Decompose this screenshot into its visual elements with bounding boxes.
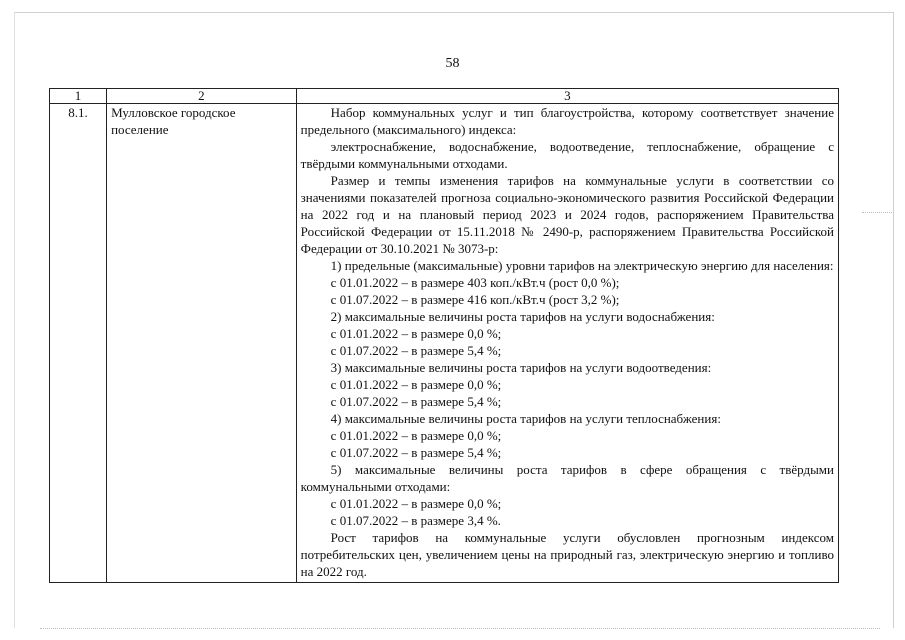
column-header-1: 1 xyxy=(50,89,107,104)
scan-noise-bottom xyxy=(40,628,880,630)
paragraph: электроснабжение, водоснабжение, водоотведение, теплоснабжение, обращение с твёрдыми коммунальными отходами. xyxy=(300,139,834,171)
tariff-line: с 01.01.2022 – в размере 0,0 %; xyxy=(330,377,502,392)
scan-edge-left xyxy=(14,12,15,628)
paragraph: 5) максимальные величины роста тарифов в сфере обращения с твёрдыми коммунальными отходами: xyxy=(300,462,834,494)
paragraph: 1) предельные (максимальные) уровни тарифов на электрическую энергию для населения: xyxy=(330,258,834,273)
page-number: 58 xyxy=(445,56,460,71)
tariff-line: с 01.01.2022 – в размере 0,0 %; xyxy=(330,496,502,511)
tariff-table xyxy=(49,88,839,583)
paragraph: Набор коммунальных услуг и тип благоустройства, которому соответствует значение предельного (максимального) индекса: xyxy=(300,105,834,137)
settlement-name: Мулловское городское поселение xyxy=(107,104,297,583)
scan-edge-right xyxy=(893,12,894,628)
paragraph: 3) максимальные величины роста тарифов на услуги водоотведения: xyxy=(330,360,712,375)
tariff-line: с 01.01.2022 – в размере 0,0 %; xyxy=(330,326,502,341)
tariff-line: с 01.07.2022 – в размере 5,4 %; xyxy=(330,394,502,409)
tariff-line: с 01.07.2022 – в размере 5,4 %; xyxy=(330,343,502,358)
table-row xyxy=(50,104,839,583)
tariff-line: с 01.01.2022 – в размере 403 коп./кВт.ч (рост 0,0 %); xyxy=(330,275,620,290)
scan-noise-right xyxy=(862,212,892,214)
tariff-line: с 01.01.2022 – в размере 0,0 %; xyxy=(330,428,502,443)
column-header-3: 3 xyxy=(296,89,838,104)
table-header-row xyxy=(50,89,839,104)
paragraph: 4) максимальные величины роста тарифов на услуги теплоснабжения: xyxy=(330,411,721,426)
tariff-line: с 01.07.2022 – в размере 3,4 %. xyxy=(330,513,501,528)
column-header-2: 2 xyxy=(107,89,297,104)
tariff-line: с 01.07.2022 – в размере 416 коп./кВт.ч (рост 3,2 %); xyxy=(330,292,620,307)
row-number: 8.1. xyxy=(50,104,107,583)
tariff-line: с 01.07.2022 – в размере 5,4 %; xyxy=(330,445,502,460)
paragraph: 2) максимальные величины роста тарифов на услуги водоснабжения: xyxy=(330,309,715,324)
paragraph-list xyxy=(301,104,834,580)
row-content xyxy=(296,104,838,583)
paragraph: Рост тарифов на коммунальные услуги обусловлен прогнозным индексом потребительских цен, увеличением цены на природный газ, электрическую энергию и топливо на 2022 год. xyxy=(300,530,834,579)
paragraph: Размер и темпы изменения тарифов на коммунальные услуги в соответствии со значениями показателей прогноза социально-экономического развития Российской Федерации на 2022 год и на плановый период 2023 и 2024 годов, распоряжением Правительства Российской Федерации от 15.11.2018 № 2490-р, распоряжением Правительства Российской Федерации от 30.10.2021 № 3073-р: xyxy=(300,173,834,256)
scan-edge-top xyxy=(14,12,894,13)
